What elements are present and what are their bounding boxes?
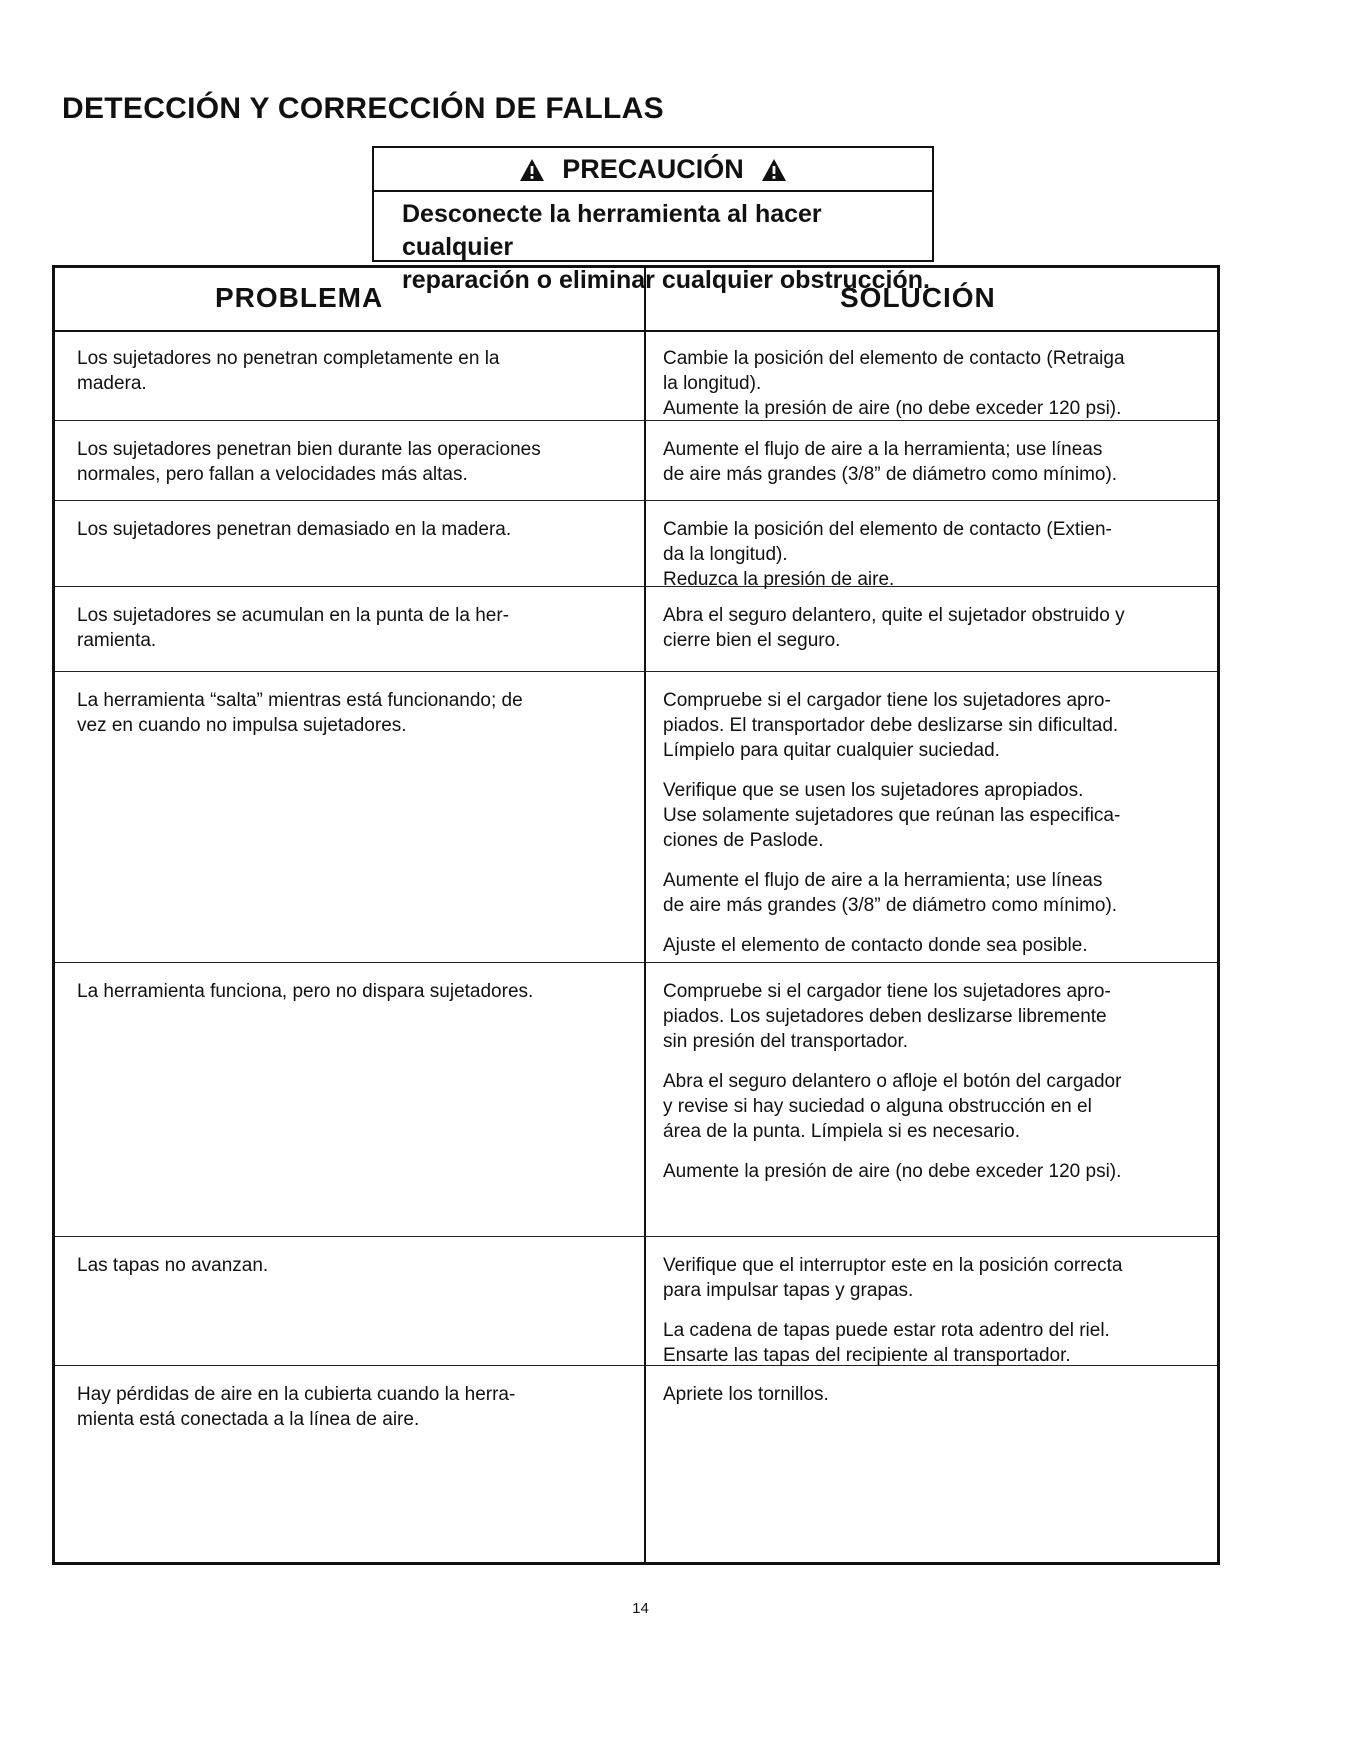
solution-paragraph — [663, 868, 1213, 918]
caution-heading — [374, 148, 932, 192]
table-row — [55, 672, 1217, 963]
header-problem: PROBLEMA — [215, 282, 384, 313]
problem-line: La herramienta funciona, pero no dispara sujetadores. — [77, 981, 534, 1002]
problem-cell — [77, 437, 627, 487]
solution-line: área de la punta. Límpiela si es necesario. — [663, 1121, 1020, 1142]
solution-line: piados. Los sujetadores deben deslizarse libremente — [663, 1006, 1107, 1027]
table-row — [55, 330, 1217, 421]
solution-line: Verifique que se usen los sujetadores apropiados. — [663, 780, 1084, 801]
solution-cell — [663, 688, 1213, 973]
solution-paragraph — [663, 979, 1213, 1054]
problem-line: mienta está conectada a la línea de aire. — [77, 1409, 420, 1430]
problem-line: vez en cuando no impulsa sujetadores. — [77, 715, 407, 736]
solution-line: Verifique que el interruptor este en la posición correcta — [663, 1255, 1123, 1276]
solution-line: Aumente el flujo de aire a la herramienta; use líneas — [663, 870, 1103, 891]
problem-line: Las tapas no avanzan. — [77, 1255, 269, 1276]
solution-line: Compruebe si el cargador tiene los sujetadores apro- — [663, 690, 1111, 711]
problem-line: Los sujetadores no penetran completamente en la — [77, 348, 500, 369]
solution-cell — [663, 603, 1213, 668]
solution-line: para impulsar tapas y grapas. — [663, 1280, 914, 1301]
problem-line: Los sujetadores se acumulan en la punta de la her- — [77, 605, 509, 626]
caution-box — [372, 146, 934, 294]
table-row — [55, 963, 1217, 1237]
problem-line: Los sujetadores penetran bien durante las operaciones — [77, 439, 541, 460]
solution-line: sin presión del transportador. — [663, 1031, 909, 1052]
solution-line: y revise si hay suciedad o alguna obstrucción en el — [663, 1096, 1092, 1117]
solution-paragraph — [663, 603, 1213, 653]
solution-paragraph — [663, 778, 1213, 853]
solution-line: ciones de Paslode. — [663, 830, 824, 851]
solution-cell — [663, 437, 1213, 502]
solution-line: de aire más grandes (3/8” de diámetro como mínimo). — [663, 464, 1118, 485]
solution-line: Límpielo para quitar cualquier suciedad. — [663, 740, 1000, 761]
solution-paragraph — [663, 1382, 1213, 1407]
solution-paragraph — [663, 933, 1213, 958]
problem-line: ramienta. — [77, 630, 157, 651]
solution-paragraph — [663, 1318, 1213, 1368]
solution-line: Aumente la presión de aire (no debe exceder 120 psi). — [663, 1161, 1122, 1182]
header-solution: SOLUCIÓN — [840, 282, 996, 313]
solution-line: de aire más grandes (3/8” de diámetro como mínimo). — [663, 895, 1118, 916]
table-header — [55, 268, 1217, 332]
problem-cell — [77, 603, 627, 653]
solution-paragraph — [663, 1253, 1213, 1303]
troubleshooting-table — [52, 265, 1220, 1565]
solution-line: Apriete los tornillos. — [663, 1384, 829, 1405]
caution-line: reparación o eliminar cualquier obstrucción. — [402, 266, 930, 294]
problem-line: Los sujetadores penetran demasiado en la madera. — [77, 519, 512, 540]
problem-line: normales, pero fallan a velocidades más altas. — [77, 464, 468, 485]
solution-line: piados. El transportador debe deslizarse sin dificultad. — [663, 715, 1119, 736]
solution-cell — [663, 1253, 1213, 1383]
problem-cell — [77, 979, 627, 1004]
table-row — [55, 1237, 1217, 1366]
table-row — [55, 1366, 1217, 1562]
solution-line: Use solamente sujetadores que reúnan las especifica- — [663, 805, 1121, 826]
warning-triangle-icon — [519, 158, 545, 182]
problem-cell — [77, 346, 627, 396]
problem-line: madera. — [77, 373, 147, 394]
solution-line: Ensarte las tapas del recipiente al transportador. — [663, 1345, 1071, 1366]
solution-cell — [663, 979, 1213, 1199]
table-row — [55, 421, 1217, 501]
caution-line: Desconecte la herramienta al hacer cualquier — [402, 200, 822, 261]
page-number: 14 — [632, 1600, 649, 1617]
solution-line: da la longitud). — [663, 544, 788, 565]
solution-paragraph — [663, 1159, 1213, 1184]
problem-line: La herramienta “salta” mientras está funcionando; de — [77, 690, 523, 711]
solution-line: Abra el seguro delantero o afloje el botón del cargador — [663, 1071, 1122, 1092]
solution-paragraph — [663, 1069, 1213, 1144]
solution-paragraph — [663, 517, 1213, 592]
problem-cell — [77, 1253, 627, 1278]
table-row — [55, 501, 1217, 590]
solution-line: Compruebe si el cargador tiene los sujetadores apro- — [663, 981, 1111, 1002]
problem-cell — [77, 1382, 627, 1432]
table-row — [55, 587, 1217, 672]
solution-line: Abra el seguro delantero, quite el sujetador obstruido y — [663, 605, 1125, 626]
warning-triangle-icon — [761, 158, 787, 182]
problem-line: Hay pérdidas de aire en la cubierta cuando la herra- — [77, 1384, 516, 1405]
solution-line: Aumente el flujo de aire a la herramienta; use líneas — [663, 439, 1103, 460]
solution-paragraph — [663, 688, 1213, 763]
problem-cell — [77, 688, 627, 738]
solution-line: cierre bien el seguro. — [663, 630, 841, 651]
solution-line: Reduzca la presión de aire. — [663, 569, 895, 590]
solution-line: Cambie la posición del elemento de contacto (Retraiga — [663, 348, 1125, 369]
solution-line: Cambie la posición del elemento de contacto (Extien- — [663, 519, 1112, 540]
page-title: DETECCIÓN Y CORRECCIÓN DE FALLAS — [62, 92, 664, 125]
solution-line: La cadena de tapas puede estar rota adentro del riel. — [663, 1320, 1110, 1341]
solution-paragraph — [663, 346, 1213, 421]
problem-cell — [77, 517, 627, 542]
solution-line: Aumente la presión de aire (no debe exceder 120 psi). — [663, 398, 1122, 419]
caution-heading-text: PRECAUCIÓN — [562, 154, 744, 184]
solution-line: Ajuste el elemento de contacto donde sea posible. — [663, 935, 1088, 956]
solution-paragraph — [663, 437, 1213, 487]
solution-cell — [663, 1382, 1213, 1422]
solution-line: la longitud). — [663, 373, 762, 394]
